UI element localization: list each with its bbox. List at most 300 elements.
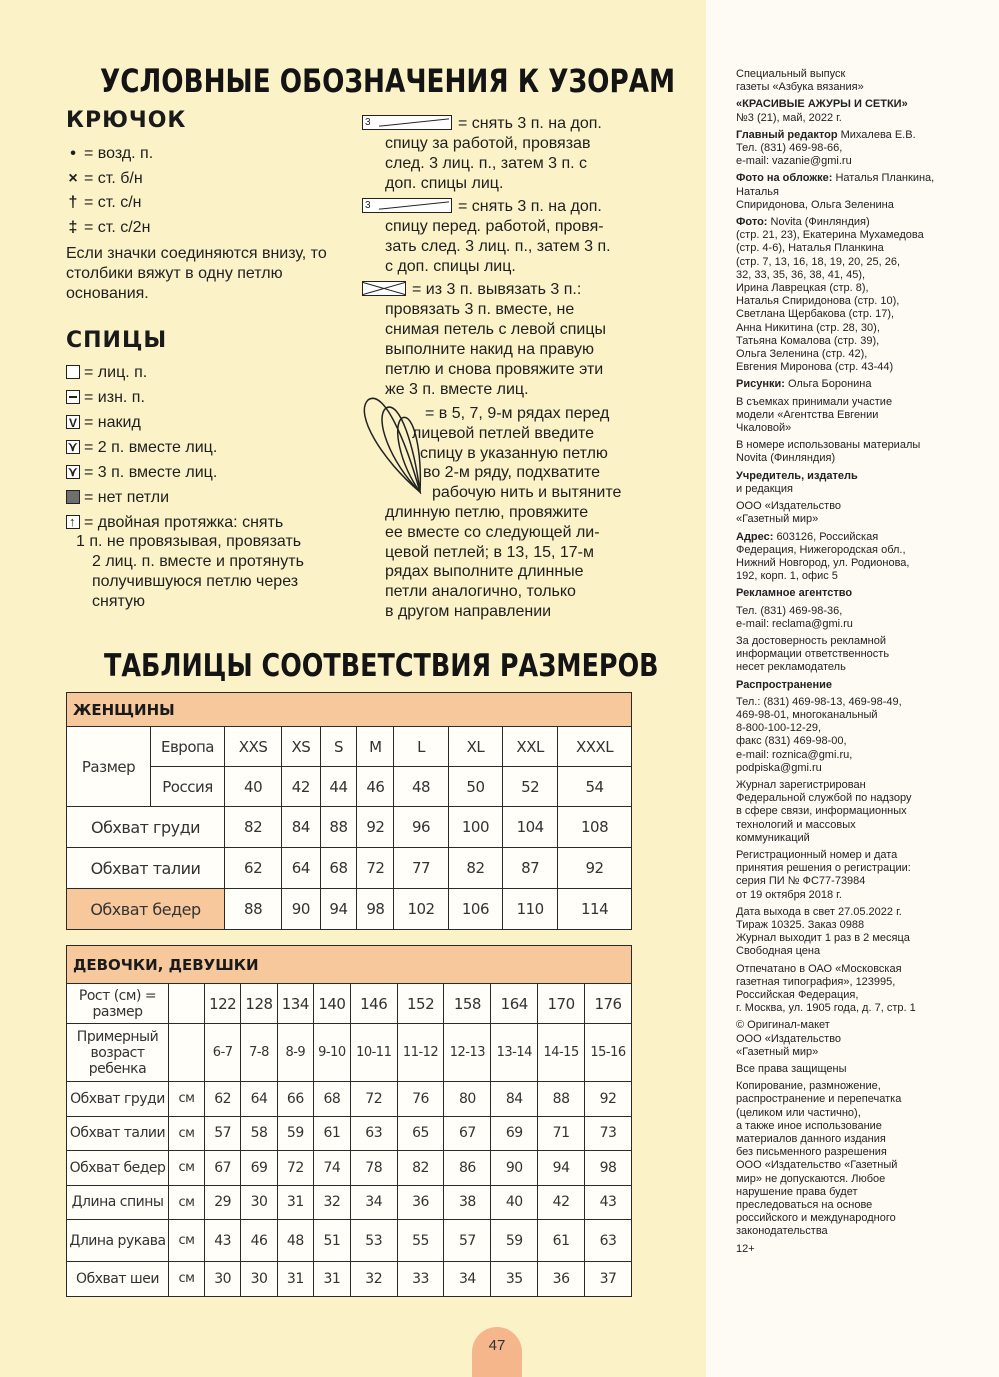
imprint-heading: Распространение <box>736 678 832 691</box>
imprint-line: в сфере связи, информационных <box>736 805 907 818</box>
measure-label: Обхват груди <box>67 1082 169 1117</box>
imprint-block <box>736 849 936 902</box>
unit-empty <box>169 1024 205 1082</box>
imprint-line: В съемках принимали участие <box>736 395 893 408</box>
europe-size: XS <box>282 727 320 767</box>
russia-size: 46 <box>357 767 394 807</box>
measure-value: 31 <box>277 1185 313 1220</box>
legend-title: УСЛОВНЫЕ ОБОЗНАЧЕНИЯ К УЗОРАМ <box>100 62 676 100</box>
women-table-title: ЖЕНЩИНЫ <box>67 693 632 727</box>
europe-size: M <box>357 727 394 767</box>
measure-value: 92 <box>357 807 394 848</box>
hook-item <box>66 218 150 238</box>
imprint-line: (целиком или частично), <box>736 1106 861 1119</box>
imprint-block <box>736 696 936 775</box>
long-loop-line: рабочую нить и вытяните <box>432 484 622 502</box>
measure-value: 40 <box>491 1185 538 1220</box>
russia-size: 52 <box>503 767 558 807</box>
long-loop-line: рядах выполните длинные <box>385 563 584 581</box>
imprint-heading: Фото на обложке: <box>736 172 833 185</box>
measure-value: 80 <box>444 1082 491 1117</box>
imprint-line: «Газетный мир» <box>736 513 819 526</box>
measure-value: 30 <box>241 1262 277 1297</box>
imprint-line: Отпечатано в ОАО «Московская <box>736 962 902 975</box>
needle-item-label: = 3 п. вместе лиц. <box>84 464 218 481</box>
imprint-line: а также иное использование <box>736 1119 882 1132</box>
height-value: 164 <box>491 984 538 1024</box>
measure-value: 64 <box>241 1082 277 1117</box>
sizes-title: ТАБЛИЦЫ СООТВЕТСТВИЯ РАЗМЕРОВ <box>104 648 659 684</box>
imprint-block <box>736 470 936 496</box>
measure-value: 94 <box>538 1151 585 1186</box>
imprint-line: (стр. 4-6), Наталья Планкина <box>736 242 884 255</box>
measure-value: 104 <box>503 807 558 848</box>
imprint-block <box>736 679 936 692</box>
measure-value: 68 <box>313 1082 350 1117</box>
imprint-line: 8-800-100-12-29, <box>736 722 822 735</box>
imprint-line: преследоваться на основе <box>736 1199 873 1212</box>
height-value: 170 <box>538 984 585 1024</box>
imprint-block <box>736 1019 936 1059</box>
measure-value: 73 <box>585 1116 632 1151</box>
measure-value: 57 <box>205 1116 241 1151</box>
purl-stitch-icon <box>66 390 80 404</box>
imprint-block <box>736 906 936 959</box>
imprint-line: Регистрационный номер и дата <box>736 848 898 861</box>
measure-value: 100 <box>448 807 502 848</box>
imprint-heading: Фото: <box>736 216 768 229</box>
europe-size: S <box>320 727 357 767</box>
imprint-line: Светлана Щербакова (стр. 17), <box>736 308 895 321</box>
measure-value: 82 <box>397 1151 444 1186</box>
measure-value: 84 <box>282 807 320 848</box>
measure-value: 88 <box>538 1082 585 1117</box>
measure-value: 78 <box>350 1151 397 1186</box>
measure-value: 86 <box>444 1151 491 1186</box>
cable-text: доп. спицы лиц. <box>385 175 504 192</box>
k3tog-icon <box>66 465 80 479</box>
measure-value: 32 <box>313 1185 350 1220</box>
hook-title: КРЮЧОК <box>66 108 187 133</box>
imprint-line: распространение и перепечатка <box>736 1093 902 1106</box>
age-value: 6-7 <box>205 1024 241 1082</box>
measure-value: 65 <box>397 1116 444 1151</box>
measure-value: 36 <box>538 1262 585 1297</box>
measure-label: Длина спины <box>67 1185 169 1220</box>
needles-title: СПИЦЫ <box>66 328 168 353</box>
measure-value: 37 <box>585 1262 632 1297</box>
measure-value: 48 <box>277 1220 313 1262</box>
imprint-line: 469-98-01, многоканальный <box>736 708 878 721</box>
age-value: 11-12 <box>397 1024 444 1082</box>
imprint-line: факс (831) 469-98-00, <box>736 735 847 748</box>
needle-item <box>66 363 147 383</box>
europe-size: XXS <box>225 727 282 767</box>
cable-line <box>385 340 594 360</box>
height-value: 122 <box>205 984 241 1024</box>
cable-line <box>385 257 516 277</box>
russia-size: 54 <box>558 767 632 807</box>
cable-line <box>385 174 503 194</box>
measure-value: 30 <box>205 1262 241 1297</box>
measure-value: 43 <box>205 1220 241 1262</box>
imprint-block <box>736 396 936 436</box>
needle-note-line: 2 лиц. п. вместе и протянуть <box>92 553 304 570</box>
imprint-line: «Газетный мир» <box>736 1045 819 1058</box>
imprint-line: Федерация, Нижегородская обл., <box>736 543 906 556</box>
imprint-line: №3 (21), май, 2022 г. <box>736 111 842 124</box>
cable-text: след. 3 лиц. п., затем 3 п. с <box>385 155 588 172</box>
measure-value: 31 <box>277 1262 313 1297</box>
imprint-block <box>736 963 936 1016</box>
imprint-line: Тел.: (831) 469-98-13, 469-98-49, <box>736 695 902 708</box>
long-loop-line: петли аналогично, только <box>385 583 576 601</box>
age-value: 12-13 <box>444 1024 491 1082</box>
imprint-heading: Рисунки: <box>736 378 785 391</box>
cable-back-icon <box>362 115 452 130</box>
measure-value: 68 <box>320 848 357 889</box>
age-value: 15-16 <box>585 1024 632 1082</box>
long-loop-line: в другом направлении <box>385 603 552 620</box>
measure-value: 63 <box>350 1116 397 1151</box>
hook-note: Если значки соединяются внизу, то столбики вяжут в одну петлю основания. <box>66 245 327 302</box>
cable-text: спицу перед. работой, провя- <box>385 218 604 235</box>
imprint-line: коммуникаций <box>736 831 810 844</box>
imprint-line: Михалева Е.В. <box>837 128 916 141</box>
imprint-heading: «КРАСИВЫЕ АЖУРЫ И СЕТКИ» <box>736 98 908 111</box>
measure-value: 98 <box>585 1151 632 1186</box>
imprint-line: e-mail: vazanie@gmi.ru <box>736 155 852 168</box>
russia-label: Россия <box>151 767 225 807</box>
europe-label: Европа <box>151 727 225 767</box>
size-label: Размер <box>67 727 151 807</box>
imprint-block <box>736 1243 936 1256</box>
hook-item <box>66 144 153 164</box>
needle-item <box>66 413 141 433</box>
measure-value: 88 <box>320 807 357 848</box>
measure-value: 64 <box>282 848 320 889</box>
measure-value: 82 <box>448 848 502 889</box>
measure-value: 114 <box>558 889 632 930</box>
needle-item <box>66 388 145 408</box>
measure-value: 55 <box>397 1220 444 1262</box>
measure-value: 34 <box>444 1262 491 1297</box>
age-value: 14-15 <box>538 1024 585 1082</box>
imprint-block <box>736 1063 936 1076</box>
cable-text: = снять 3 п. на доп. <box>458 115 602 132</box>
measure-value: 62 <box>225 848 282 889</box>
imprint-line: ООО «Издательство «Газетный <box>736 1159 898 1172</box>
measure-value: 32 <box>350 1262 397 1297</box>
imprint-line: Тираж 10325. Заказ 0988 <box>736 918 865 931</box>
measure-value: 57 <box>444 1220 491 1262</box>
measure-value: 61 <box>313 1116 350 1151</box>
imprint-line: и редакция <box>736 482 793 495</box>
imprint-line: г. Москва, ул. 1905 года, д. 7, стр. 1 <box>736 1002 916 1015</box>
imprint-block <box>736 378 936 391</box>
age-value: 8-9 <box>277 1024 313 1082</box>
cable-line <box>385 237 611 257</box>
hook-symbol-icon: × <box>68 169 78 187</box>
russia-size: 42 <box>282 767 320 807</box>
imprint-line: без письменного разрешения <box>736 1146 887 1159</box>
imprint-line: информации ответственность <box>736 648 890 661</box>
imprint-block <box>736 129 936 169</box>
yarn-over-icon <box>66 415 80 429</box>
measure-value: 72 <box>350 1082 397 1117</box>
imprint-heading: Рекламное агентство <box>736 587 853 600</box>
imprint-line: Евгения Миронова (стр. 43-44) <box>736 361 894 374</box>
cluster-icon <box>362 281 406 296</box>
imprint-heading: Адрес: <box>736 530 774 543</box>
imprint-line: Все права защищены <box>736 1063 847 1076</box>
imprint-line: 603126, Российская <box>773 530 879 543</box>
imprint-line: нарушение права будет <box>736 1185 858 1198</box>
long-loop-line: ее вместе со следующей ли- <box>385 523 600 541</box>
measure-label: Обхват бедер <box>67 889 225 930</box>
imprint-line: Ольга Боронина <box>784 378 872 391</box>
measure-value: 67 <box>205 1151 241 1186</box>
imprint-line: законодательства <box>736 1225 828 1238</box>
imprint-line: ООО «Издательство <box>736 1032 842 1045</box>
imprint-line: принятия решения о регистрации: <box>736 862 911 875</box>
imprint-text <box>736 68 936 1260</box>
europe-size: XXL <box>503 727 558 767</box>
height-value: 146 <box>350 984 397 1024</box>
imprint-block <box>736 635 936 675</box>
imprint-line: Наталья Планкина, Наталья <box>736 172 935 198</box>
hook-symbol-icon: • <box>70 145 76 162</box>
measure-value: 46 <box>241 1220 277 1262</box>
measure-value: 62 <box>205 1082 241 1117</box>
height-value: 158 <box>444 984 491 1024</box>
double-decrease-icon <box>66 515 80 529</box>
measure-value: 82 <box>225 807 282 848</box>
needle-item-label: = двойная протяжка: снять <box>84 514 284 531</box>
measure-label: Обхват талии <box>67 848 225 889</box>
imprint-line: Специальный выпуск <box>736 68 846 80</box>
imprint-block <box>736 439 936 465</box>
cable-front-icon <box>362 198 452 213</box>
measure-value: 106 <box>448 889 502 930</box>
imprint-line: технологий и массовых <box>736 818 856 831</box>
measure-value: 53 <box>350 1220 397 1262</box>
imprint-block <box>736 500 936 526</box>
measure-value: 92 <box>585 1082 632 1117</box>
no-stitch-icon <box>66 490 80 504</box>
measure-value: 43 <box>585 1185 632 1220</box>
europe-size: L <box>394 727 448 767</box>
imprint-line: podpiska@gmi.ru <box>736 761 822 774</box>
imprint-line: e-mail: roznica@gmi.ru, <box>736 748 853 761</box>
measure-label: Обхват талии <box>67 1116 169 1151</box>
measure-value: 38 <box>444 1185 491 1220</box>
height-value: 134 <box>277 984 313 1024</box>
long-loop-line: во 2-м ряду, подхватите <box>423 464 601 482</box>
knit-stitch-icon <box>66 365 80 379</box>
long-loop-line: цевой петлей; в 13, 15, 17-м <box>385 543 594 561</box>
imprint-line: 12+ <box>736 1242 755 1255</box>
measure-value: 92 <box>558 848 632 889</box>
page-number: 47 <box>472 1327 522 1377</box>
imprint-block <box>736 98 936 124</box>
imprint-line: Нижний Новгород, ул. Родионова, <box>736 556 910 569</box>
unit-label: см <box>169 1116 205 1151</box>
imprint-line: ООО «Издательство <box>736 500 842 513</box>
hook-symbol-icon: † <box>68 194 78 211</box>
measure-value: 87 <box>503 848 558 889</box>
women-size-table <box>66 692 632 930</box>
long-loop-line: спицу в указанную петлю <box>420 444 608 462</box>
europe-size: XXXL <box>558 727 632 767</box>
unit-label: см <box>169 1082 205 1117</box>
imprint-line: Ирина Лаврецкая (стр. 8), <box>736 282 869 295</box>
imprint-line: Дата выхода в свет 27.05.2022 г. <box>736 905 902 918</box>
measure-value: 90 <box>282 889 320 930</box>
imprint-heading: Главный редактор <box>736 128 838 141</box>
measure-value: 69 <box>491 1116 538 1151</box>
imprint-line: e-mail: reclama@gmi.ru <box>736 617 853 630</box>
imprint-block <box>736 587 936 600</box>
imprint-line: несет рекламодатель <box>736 661 846 674</box>
measure-value: 108 <box>558 807 632 848</box>
measure-value: 29 <box>205 1185 241 1220</box>
imprint-block <box>736 605 936 631</box>
height-value: 140 <box>313 984 350 1024</box>
needle-note-line: получившуюся петлю через <box>92 573 299 590</box>
imprint-line: Анна Никитина (стр. 28, 30), <box>736 321 880 334</box>
measure-label: Обхват бедер <box>67 1151 169 1186</box>
measure-value: 31 <box>313 1262 350 1297</box>
height-value: 128 <box>241 984 277 1024</box>
imprint-line: Татьяна Комалова (стр. 39), <box>736 334 880 347</box>
measure-label: Длина рукава <box>67 1220 169 1262</box>
imprint-line: Чкаловой» <box>736 422 792 435</box>
measure-value: 42 <box>538 1185 585 1220</box>
imprint-block <box>736 779 936 845</box>
measure-value: 61 <box>538 1220 585 1262</box>
unit-label: см <box>169 1220 205 1262</box>
imprint-line: Свободная цена <box>736 945 821 958</box>
measure-value: 33 <box>397 1262 444 1297</box>
measure-value: 76 <box>397 1082 444 1117</box>
measure-value: 34 <box>350 1185 397 1220</box>
imprint-line: материалов данного издания <box>736 1133 886 1146</box>
measure-value: 98 <box>357 889 394 930</box>
imprint-line: 32, 33, 35, 36, 38, 41, 45), <box>736 268 866 281</box>
imprint-heading: Учредитель, издатель <box>736 469 858 482</box>
cable-text: же 3 п. вместе лиц. <box>385 381 529 398</box>
long-loop-line: длинную петлю, провяжите <box>385 504 589 521</box>
needle-item-label: = 2 п. вместе лиц. <box>84 439 218 456</box>
measure-value: 59 <box>277 1116 313 1151</box>
unit-label: см <box>169 1185 205 1220</box>
cable-text: = снять 3 п. на доп. <box>458 198 602 215</box>
measure-value: 77 <box>394 848 448 889</box>
measure-value: 36 <box>397 1185 444 1220</box>
hook-item-label: = ст. б/н <box>84 169 143 187</box>
girls-table-title: ДЕВОЧКИ, ДЕВУШКИ <box>67 946 632 984</box>
hook-item <box>66 169 143 189</box>
hook-item <box>66 193 142 213</box>
height-value: 152 <box>397 984 444 1024</box>
measure-value: 72 <box>357 848 394 889</box>
imprint-block <box>736 1080 936 1238</box>
cable-text: зать след. 3 лиц. п., затем 3 п. <box>385 238 611 255</box>
russia-size: 50 <box>448 767 502 807</box>
age-value: 13-14 <box>491 1024 538 1082</box>
measure-value: 74 <box>313 1151 350 1186</box>
unit-label: см <box>169 1262 205 1297</box>
measure-value: 30 <box>241 1185 277 1220</box>
measure-value: 58 <box>241 1116 277 1151</box>
age-label: Примерный возраст ребенка <box>67 1024 169 1082</box>
imprint-line: Федеральной службой по надзору <box>736 792 912 805</box>
long-loop-line: лицевой петлей введите <box>412 424 595 442</box>
imprint-line: газетная типография», 123995, <box>736 975 896 988</box>
measure-value: 96 <box>394 807 448 848</box>
imprint-line: газеты «Азбука вязания» <box>736 81 864 94</box>
age-value: 7-8 <box>241 1024 277 1082</box>
cable-line <box>385 300 574 320</box>
imprint-line: Журнал выходит 1 раз в 2 месяца <box>736 932 910 945</box>
needle-item-label: = изн. п. <box>84 389 145 406</box>
cable-line <box>385 134 590 154</box>
girls-size-table <box>66 945 632 1297</box>
imprint-block <box>736 172 936 212</box>
measure-value: 94 <box>320 889 357 930</box>
measure-value: 35 <box>491 1262 538 1297</box>
needle-note-line: снятую <box>92 593 146 610</box>
russia-size: 44 <box>320 767 357 807</box>
cable-text: провязать 3 п. вместе, не <box>385 301 575 318</box>
imprint-line: Тел. (831) 469-98-36, <box>736 604 843 617</box>
imprint-block <box>736 216 936 374</box>
imprint-line: Копирование, размножение, <box>736 1080 881 1093</box>
measure-value: 67 <box>444 1116 491 1151</box>
cable-text: выполните накид на правую <box>385 341 595 358</box>
imprint-block <box>736 68 936 94</box>
measure-value: 72 <box>277 1151 313 1186</box>
hook-item-label: = ст. с/н <box>84 194 142 211</box>
age-value: 9-10 <box>313 1024 350 1082</box>
imprint-line: За достоверность рекламной <box>736 634 886 647</box>
measure-value: 59 <box>491 1220 538 1262</box>
cable-text: снимая петель с левой спицы <box>385 321 606 338</box>
imprint-line: модели «Агентства Евгении <box>736 408 879 421</box>
imprint-line: Тел. (831) 469-98-66, <box>736 142 843 155</box>
measure-label: Обхват груди <box>67 807 225 848</box>
cable-line <box>362 280 581 300</box>
europe-size: XL <box>448 727 502 767</box>
measure-value: 63 <box>585 1220 632 1262</box>
imprint-block <box>736 531 936 584</box>
imprint-line: (стр. 7, 13, 16, 18, 19, 20, 25, 26, <box>736 255 901 268</box>
imprint-line: © Оригинал-макет <box>736 1019 830 1032</box>
needle-item-label: = лиц. п. <box>84 364 148 381</box>
unit-label: см <box>169 1151 205 1186</box>
k2tog-icon <box>66 440 80 454</box>
cable-line <box>362 197 602 217</box>
needle-item-label: = накид <box>84 414 141 431</box>
imprint-line: Спиридонова, Ольга Зеленина <box>736 198 894 211</box>
cable-line <box>385 320 606 340</box>
imprint-line: Журнал зарегистрирован <box>736 778 866 791</box>
imprint-line: Наталья Спиридонова (стр. 10), <box>736 295 900 308</box>
imprint-line: (стр. 21, 23), Екатерина Мухамедова <box>736 229 924 242</box>
unit-empty <box>169 984 205 1024</box>
measure-label: Обхват шеи <box>67 1262 169 1297</box>
